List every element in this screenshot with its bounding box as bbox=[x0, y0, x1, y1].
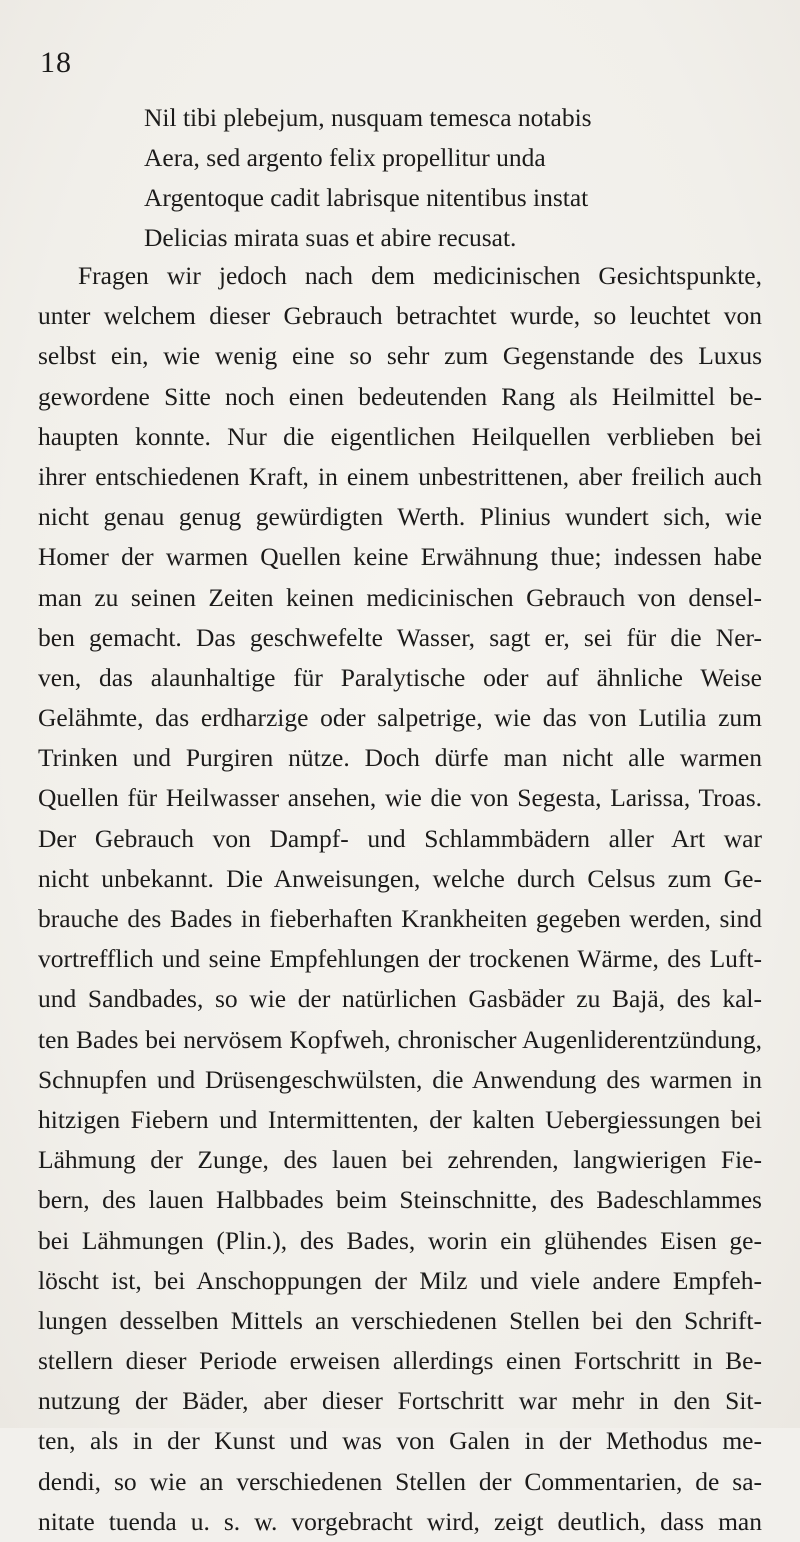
text-line: löscht ist, bei Anschoppungen der Milz und viele andere Empfeh- bbox=[38, 1265, 762, 1295]
text-line: nicht unbekannt. Die Anweisungen, welche durch Celsus zum Ge- bbox=[38, 863, 762, 893]
verse-line: Aera, sed argento felix propellitur unda bbox=[144, 143, 546, 172]
text-line: bei Lähmungen (Plin.), des Bades, worin ein glühendes Eisen ge- bbox=[38, 1225, 762, 1255]
text-line: nutzung der Bäder, aber dieser Fortschritt war mehr in den Sit- bbox=[38, 1386, 762, 1416]
verse-line: Delicias mirata suas et abire recusat. bbox=[144, 223, 517, 252]
verse-line: Nil tibi plebejum, nusquam temesca notabis bbox=[144, 103, 592, 132]
text-line: brauche des Bades in fieberhaften Krankheiten gegeben werden, sind bbox=[38, 904, 762, 933]
text-line: vortrefflich und seine Empfehlungen der trockenen Wärme, des Luft- bbox=[38, 944, 762, 974]
text-line: haupten konnte. Nur die eigentlichen Heilquellen verblieben bei bbox=[38, 421, 762, 451]
text-line: nitate tuenda u. s. w. vorgebracht wird, zeigt deutlich, dass man bbox=[38, 1506, 762, 1536]
latin-verse-quote bbox=[144, 98, 744, 258]
text-line: ben gemacht. Das geschwefelte Wasser, sagt er, sei für die Ner- bbox=[38, 622, 762, 652]
text-line: nicht genau genug gewürdigten Werth. Plinius wundert sich, wie bbox=[38, 502, 762, 532]
body-paragraph bbox=[38, 256, 762, 1542]
text-line: Gelähmte, das erdharzige oder salpetrige, wie das von Lutilia zum bbox=[38, 703, 762, 733]
text-line: Fragen wir jedoch nach dem medicinischen Gesichtspunkte, bbox=[78, 261, 762, 290]
text-line: ven, das alaunhaltige für Paralytische oder auf ähnliche Weise bbox=[38, 662, 762, 692]
page-number: 18 bbox=[40, 46, 72, 79]
text-line: Der Gebrauch von Dampf- und Schlammbädern aller Art war bbox=[38, 823, 762, 853]
text-line: Quellen für Heilwasser ansehen, wie die von Segesta, Larissa, Troas. bbox=[38, 783, 762, 813]
text-line: und Sandbades, so wie der natürlichen Gasbäder zu Bajä, des kal- bbox=[38, 984, 762, 1014]
text-line: ten, als in der Kunst und was von Galen in der Methodus me- bbox=[38, 1426, 762, 1456]
text-line: Trinken und Purgiren nütze. Doch dürfe man nicht alle warmen bbox=[38, 743, 762, 773]
text-line: stellern dieser Periode erweisen allerdings einen Fortschritt in Be- bbox=[38, 1346, 762, 1376]
text-line: selbst ein, wie wenig eine so sehr zum Gegenstande des Luxus bbox=[38, 341, 762, 371]
verse-line: Argentoque cadit labrisque nitentibus instat bbox=[144, 183, 589, 212]
text-line: dendi, so wie an verschiedenen Stellen der Commentarien, de sa- bbox=[38, 1466, 762, 1496]
text-line: unter welchem dieser Gebrauch betrachtet wurde, so leuchtet von bbox=[38, 301, 762, 331]
text-line: Homer der warmen Quellen keine Erwähnung thue; indessen habe bbox=[38, 542, 762, 572]
text-line: ten Bades bei nervösem Kopfweh, chronischer Augenliderentzündung, bbox=[38, 1024, 762, 1054]
text-line: lungen desselben Mittels an verschiedenen Stellen bei den Schrift- bbox=[38, 1305, 762, 1335]
text-line: gewordene Sitte noch einen bedeutenden Rang als Heilmittel be- bbox=[38, 381, 762, 411]
text-line: Lähmung der Zunge, des lauen bei zehrenden, langwierigen Fie- bbox=[38, 1145, 762, 1175]
text-line: hitzigen Fiebern und Intermittenten, der kalten Uebergiessungen bei bbox=[38, 1104, 762, 1134]
text-line: man zu seinen Zeiten keinen medicinischen Gebrauch von densel- bbox=[38, 582, 762, 612]
text-line: Schnupfen und Drüsengeschwülsten, die Anwendung des warmen in bbox=[38, 1064, 762, 1094]
text-line: ihrer entschiedenen Kraft, in einem unbestrittenen, aber freilich auch bbox=[38, 461, 762, 491]
text-line: bern, des lauen Halbbades beim Steinschnitte, des Badeschlammes bbox=[38, 1185, 762, 1215]
